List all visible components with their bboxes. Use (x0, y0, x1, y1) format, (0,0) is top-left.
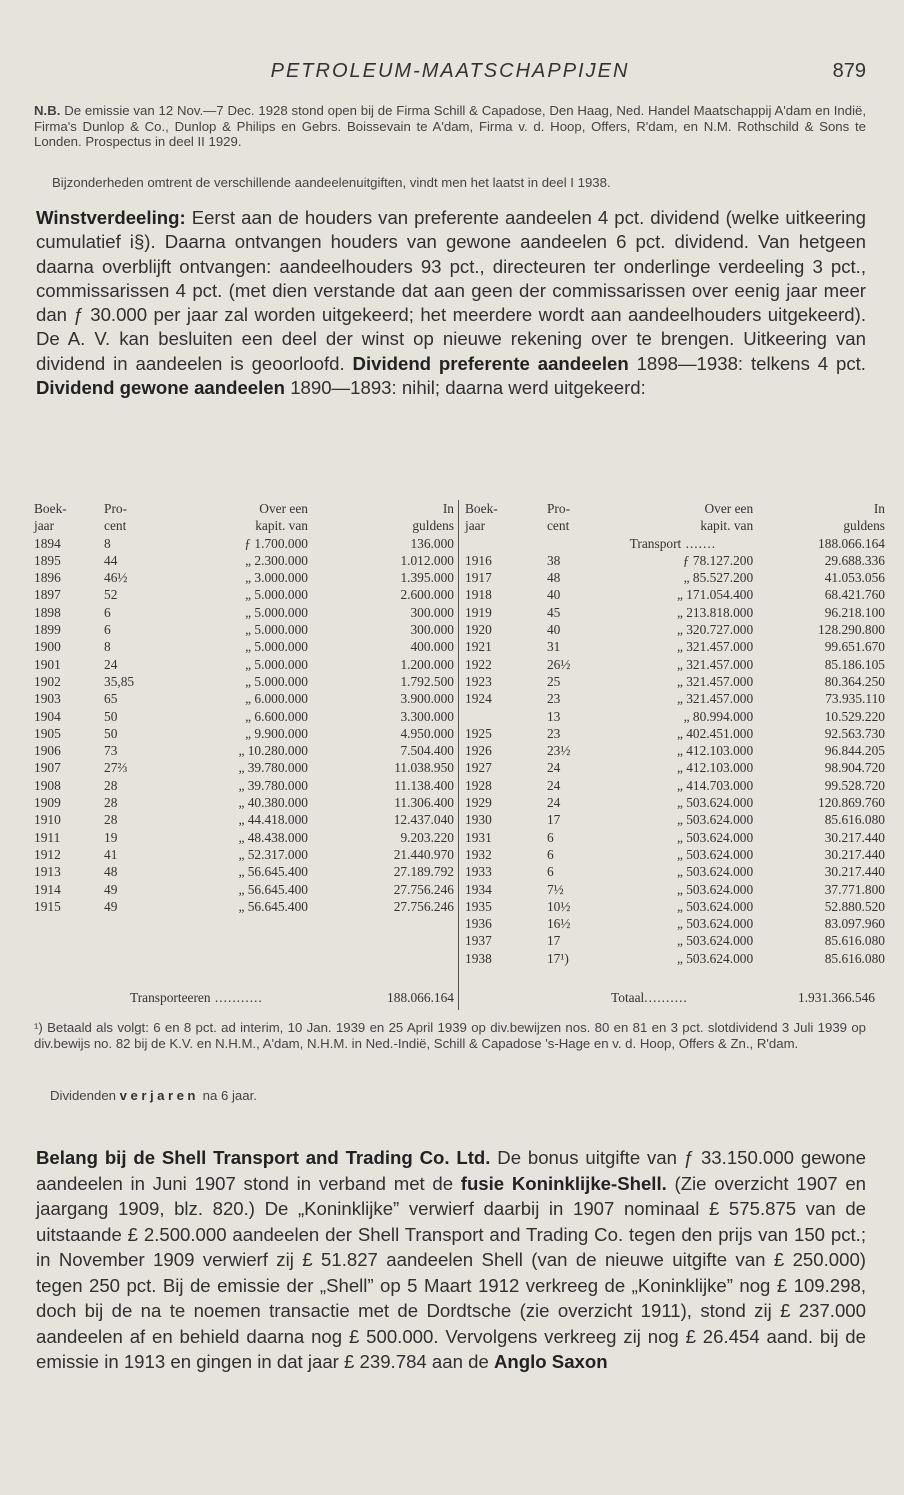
transporteeren-label: Transporteeren (130, 990, 211, 1005)
capital-cell: „ 39.780.000 (238, 760, 308, 776)
year-cell: 1905 (34, 725, 61, 741)
percent-cell: 52 (104, 587, 118, 603)
capital-cell: „ 503.624.000 (676, 950, 754, 966)
capital-cell: „ 56.645.400 (238, 898, 308, 914)
header-kapitaal-2: kapit. van (255, 518, 308, 534)
percent-cell: 16½ (546, 916, 571, 932)
capital-cell: „ 5.000.000 (245, 656, 308, 672)
percent-cell: 38 (546, 552, 561, 568)
percent-cell: 25 (546, 673, 561, 689)
guldens-cell: 3.300.000 (400, 708, 454, 724)
header-procent-2: cent (104, 518, 127, 534)
year-cell: 1895 (34, 552, 61, 568)
guldens-cell: 98.904.720 (824, 760, 885, 776)
table-row (34, 898, 454, 915)
table-row (465, 829, 885, 846)
capital-cell: „ 503.624.000 (676, 846, 754, 862)
year-cell: 1933 (465, 864, 492, 880)
totaal-value: 1.931.366.546 (798, 990, 875, 1005)
shell-text-2: (Zie overzicht 1907 en jaargang 1909, blz. 820.) De „Koninklijke” verwierf daarbij in 1907 nominaal £ 575.875 van de uitstaande £ 2.500.000 aandeelen der Shell Transport and Trading Co. tegen den prijs van 150 pct.; in November 1909 verwierf zij £ 51.827 aandeelen Shell (van de nieuwe uitgifte van £ 250.000) tegen 250 pct. Bij de emissie der „Shell” op 5 Maart 1912 verkreeg de „Koninklijke” nog £ 109.298, doch bij de na te noemen transactie met de Dordtsche (zie overzicht 1911), stond zij £ 237.000 aandeelen af en behield daarna nog £ 500.000. Vervolgens verkreeg zij nog £ 26.454 aand. bij de emissie in 1913 en gingen in dat jaar £ 239.784 aan de (36, 1172, 867, 1372)
dividend-table (34, 500, 885, 1010)
shell-section (36, 1145, 866, 1375)
year-cell: 1937 (465, 933, 492, 949)
totaal-label: Totaal (611, 990, 645, 1005)
capital-cell: „ 5.000.000 (245, 673, 308, 689)
column-divider (458, 500, 459, 1010)
percent-cell: 24 (104, 656, 118, 672)
year-cell: 1924 (465, 691, 492, 707)
header-kapitaal-r-2: kapit. van (700, 518, 754, 534)
percent-cell: 48 (546, 570, 561, 586)
guldens-cell: 96.844.205 (824, 743, 885, 759)
capital-cell: „ 2.300.000 (245, 552, 308, 568)
page-title: PETROLEUM-MAATSCHAPPIJEN (270, 60, 630, 82)
shell-text-1: De bonus uitgifte van ƒ 33.150.000 gewone aandeelen in Juni 1907 stond in verband met de (36, 1147, 866, 1194)
guldens-cell: 99.651.670 (824, 639, 885, 655)
capital-cell: „ 321.457.000 (676, 656, 754, 672)
capital-cell: „ 503.624.000 (676, 881, 754, 897)
guldens-cell: 9.203.220 (400, 829, 454, 845)
verjaren-post: na 6 jaar. (202, 1088, 257, 1103)
year-cell: 1897 (34, 587, 61, 603)
capital-cell: „ 402.451.000 (676, 725, 754, 741)
guldens-cell: 12.437.040 (393, 812, 454, 828)
year-cell: 1898 (34, 604, 61, 620)
year-cell: 1909 (34, 795, 61, 811)
percent-cell: 44 (104, 552, 118, 568)
capital-cell: „ 9.900.000 (245, 725, 308, 741)
capital-cell: „ 414.703.000 (676, 777, 754, 793)
table-row (465, 932, 885, 949)
percent-cell: 23½ (546, 743, 571, 759)
guldens-cell: 4.950.000 (400, 725, 454, 741)
year-cell: 1913 (34, 864, 61, 880)
guldens-cell: 21.440.970 (393, 846, 454, 862)
verjaren-note (50, 1088, 257, 1104)
table-row (465, 898, 885, 915)
guldens-cell: 136.000 (410, 535, 454, 551)
year-cell: 1918 (465, 587, 492, 603)
percent-cell: 23 (546, 725, 561, 741)
header-boekjaar: Boek- (34, 501, 67, 516)
capital-cell: „ 6.000.000 (245, 691, 308, 707)
page-number: 879 (832, 60, 866, 82)
header-guldens-r: In (873, 501, 885, 516)
capital-cell: „ 503.624.000 (676, 933, 754, 949)
capital-cell: „ 48.438.000 (238, 829, 308, 845)
year-cell: 1908 (34, 777, 61, 793)
year-cell: 1932 (465, 846, 492, 862)
table-row (465, 846, 885, 863)
winstverdeeling-text: Eerst aan de houders van preferente aandeelen 4 pct. dividend (welke uitkeering cumulatief i§). Daarna ontvangen houders van gewone aandeelen 6 pct. dividend. Van hetgeen daarna overblijft ontvangen: aandeelhouders 93 pct., directeuren ter onderlinge verdeeling 3 pct., commissarissen 4 pct. (met dien verstande dat aan geen der commissarissen over eenig jaar meer dan ƒ 30.000 per jaar zal worden uitgekeerd; het meerdere wordt aan aandeelhouders uitgekeerd). De A. V. kan besluiten een deel der winst op nieuwe rekening over te brengen. Uitkeering van dividend in aandeelen is geoorloofd. (36, 207, 866, 374)
table-row (465, 881, 885, 898)
percent-cell: 28 (104, 795, 118, 811)
guldens-cell: 1.200.000 (400, 656, 454, 672)
percent-cell: 24 (546, 795, 561, 811)
percent-cell: 65 (104, 691, 118, 707)
guldens-cell: 73.935.110 (825, 691, 885, 707)
guldens-cell: 37.771.800 (824, 881, 885, 897)
capital-cell: „ 80.994.000 (683, 708, 754, 724)
guldens-cell: 27.756.246 (393, 898, 454, 914)
table-row (34, 863, 454, 880)
table-row (465, 759, 885, 776)
table-row (465, 586, 885, 603)
table-row (34, 708, 454, 725)
year-cell: 1938 (465, 950, 492, 966)
guldens-cell: 11.306.400 (394, 795, 454, 811)
header-procent-r: Pro- (546, 501, 571, 516)
capital-cell: „ 5.000.000 (245, 587, 308, 603)
percent-cell: 6 (104, 604, 111, 620)
capital-cell: „ 40.380.000 (238, 795, 308, 811)
percent-cell: 8 (104, 639, 111, 655)
capital-cell: „ 412.103.000 (676, 760, 754, 776)
capital-cell: „ 321.457.000 (676, 673, 754, 689)
table-row (34, 673, 454, 690)
fusie-label: fusie Koninklijke-Shell. (460, 1172, 667, 1194)
table-row (34, 725, 454, 742)
transport-label: Transport ....... (629, 535, 717, 551)
percent-cell: 8 (104, 535, 111, 551)
capital-cell: „ 39.780.000 (238, 777, 308, 793)
guldens-cell: 52.880.520 (824, 898, 885, 914)
guldens-cell: 120.869.760 (818, 795, 885, 811)
table-row (34, 604, 454, 621)
table-row (34, 881, 454, 898)
guldens-cell: 27.189.792 (393, 864, 454, 880)
capital-cell: „ 6.600.000 (245, 708, 308, 724)
table-row (465, 690, 885, 707)
year-cell: 1919 (465, 604, 492, 620)
year-cell: 1920 (465, 622, 492, 638)
year-cell: 1921 (465, 639, 492, 655)
table-row (465, 604, 885, 621)
dotted-leader: ........... (210, 990, 263, 1005)
table-row (34, 690, 454, 707)
capital-cell: „ 85.527.200 (683, 570, 754, 586)
capital-cell: „ 44.418.000 (238, 812, 308, 828)
guldens-cell: 85.616.080 (824, 950, 885, 966)
table-row (465, 638, 885, 655)
shell-label: Belang bij de Shell Transport and Trading Co. Ltd. (36, 1147, 491, 1168)
guldens-cell: 85.616.080 (824, 812, 885, 828)
capital-cell: „ 56.645.400 (238, 881, 308, 897)
table-row (465, 656, 885, 673)
capital-cell: „ 56.645.400 (238, 864, 308, 880)
guldens-cell: 1.395.000 (400, 570, 454, 586)
table-row (465, 552, 885, 569)
guldens-cell: 30.217.440 (824, 864, 885, 880)
header-boekjaar-r: Boek- (465, 501, 498, 516)
table-row (34, 846, 454, 863)
table-row (465, 708, 885, 725)
percent-cell: 48 (104, 864, 118, 880)
year-cell: 1911 (34, 829, 61, 845)
capital-cell: ƒ 78.127.200 (682, 552, 754, 568)
nb-text: De emissie van 12 Nov.—7 Dec. 1928 stond open bij de Firma Schill & Capadose, Den Haag, Ned. Handel Maatschappij A'dam en Indië, Firma's Dunlop & Co., Dunlop & Philips en Gebrs. Boissevain te A'dam, Firma v. d. Hoop, Offers, R'dam, en N.M. Rothschild & Sons te Londen. Prospectus in deel II 1929. (34, 103, 866, 149)
guldens-cell: 11.038.950 (394, 760, 454, 776)
transporteeren-row (130, 990, 454, 1006)
percent-cell: 45 (546, 604, 561, 620)
guldens-cell: 80.364.250 (824, 673, 885, 689)
guldens-cell: 30.217.440 (824, 846, 885, 862)
percent-cell: 40 (546, 587, 561, 603)
dividend-table-right (465, 500, 885, 1005)
percent-cell: 17¹) (546, 950, 569, 966)
table-row (465, 794, 885, 811)
guldens-cell: 300.000 (410, 604, 454, 620)
year-cell: 1922 (465, 656, 492, 672)
percent-cell: 6 (104, 622, 111, 638)
percent-cell: 35,85 (104, 673, 135, 689)
year-cell: 1900 (34, 639, 61, 655)
guldens-cell: 1.792.500 (400, 673, 454, 689)
year-cell: 1914 (34, 881, 61, 897)
year-cell: 1927 (465, 760, 492, 776)
percent-cell: 24 (546, 777, 561, 793)
guldens-cell: 27.756.246 (393, 881, 454, 897)
transport-value: 188.066.164 (818, 535, 885, 551)
table-row (465, 725, 885, 742)
percent-cell: 31 (546, 639, 561, 655)
dotted-leader-2: .......... (644, 990, 688, 1005)
percent-cell: 13 (546, 708, 561, 724)
table-row (465, 621, 885, 638)
table-row (34, 552, 454, 569)
percent-cell: 26½ (546, 656, 571, 672)
guldens-cell: 29.688.336 (824, 552, 885, 568)
guldens-cell: 85.616.080 (824, 933, 885, 949)
percent-cell: 19 (104, 829, 118, 845)
header-guldens-2: guldens (412, 518, 454, 534)
capital-cell: „ 320.727.000 (676, 622, 754, 638)
guldens-cell: 2.600.000 (400, 587, 454, 603)
table-row (34, 759, 454, 776)
percent-cell: 23 (546, 691, 561, 707)
footnote (34, 1020, 866, 1051)
guldens-cell: 99.528.720 (824, 777, 885, 793)
header-boekjaar-r-2: jaar (465, 518, 486, 534)
guldens-cell: 83.097.960 (824, 916, 885, 932)
dividend-table-left (34, 500, 454, 1005)
percent-cell: 27⅔ (104, 760, 128, 776)
capital-cell: „ 412.103.000 (676, 743, 754, 759)
dividend-pref-text: 1898—1938: telkens 4 pct. (636, 352, 866, 374)
year-cell: 1906 (34, 743, 61, 759)
guldens-cell: 85.186.105 (824, 656, 885, 672)
percent-cell: 28 (104, 812, 118, 828)
table-row (34, 535, 454, 552)
guldens-cell: 10.529.220 (824, 708, 885, 724)
running-head (34, 60, 866, 90)
year-cell: 1929 (465, 795, 492, 811)
capital-cell: „ 213.818.000 (676, 604, 754, 620)
table-row (465, 915, 885, 932)
capital-cell: „ 52.317.000 (238, 846, 308, 862)
table-row (34, 811, 454, 828)
guldens-cell: 300.000 (410, 622, 454, 638)
header-boekjaar-2: jaar (34, 518, 55, 534)
capital-cell: „ 5.000.000 (245, 639, 308, 655)
capital-cell: „ 5.000.000 (245, 622, 308, 638)
year-cell: 1926 (465, 743, 492, 759)
percent-cell: 17 (546, 933, 561, 949)
capital-cell: „ 503.624.000 (676, 864, 754, 880)
table-row (34, 742, 454, 759)
transporteeren-value: 188.066.164 (387, 990, 454, 1005)
guldens-cell: 96.218.100 (824, 604, 885, 620)
table-row (465, 569, 885, 586)
table-row (465, 863, 885, 880)
footnote-text: ¹) Betaald als volgt: 6 en 8 pct. ad interim, 10 Jan. 1939 en 25 April 1939 op div.bewijzen nos. 80 en 81 en 3 pct. slotdividend 3 Juli 1939 op div.bewijs no. 82 bij de K.V. en N.H.M., A'dam, N.H.M. in Ned.-Indië, Schill & Capadose 's-Hage en v. d. Hoop, Offers & Zn., R'dam. (34, 1020, 866, 1051)
guldens-cell: 128.290.800 (818, 622, 885, 638)
percent-cell: 7½ (546, 881, 564, 897)
capital-cell: „ 5.000.000 (245, 604, 308, 620)
capital-cell: „ 503.624.000 (676, 916, 754, 932)
percent-cell: 41 (104, 846, 118, 862)
guldens-cell: 41.053.056 (824, 570, 885, 586)
year-cell: 1936 (465, 916, 492, 932)
year-cell: 1912 (34, 846, 61, 862)
table-row (465, 673, 885, 690)
bijzonderheden-note: Bijzonderheden omtrent de verschillende aandeelenuitgiften, vindt men het laatst in deel I 1938. (52, 175, 611, 190)
percent-cell: 50 (104, 708, 118, 724)
year-cell: 1899 (34, 622, 61, 638)
year-cell: 1917 (465, 570, 492, 586)
dividend-gewone-text: 1890—1893: nihil; daarna werd uitgekeerd: (290, 377, 646, 399)
percent-cell: 10½ (546, 898, 571, 914)
percent-cell: 49 (104, 898, 118, 914)
year-cell: 1935 (465, 898, 492, 914)
year-cell: 1931 (465, 829, 492, 845)
capital-cell: „ 503.624.000 (676, 829, 754, 845)
header-kapitaal: Over een (259, 501, 308, 516)
year-cell: 1904 (34, 708, 61, 724)
header-guldens-r-2: guldens (843, 518, 885, 534)
capital-cell: „ 3.000.000 (245, 570, 308, 586)
percent-cell: 6 (546, 864, 554, 880)
guldens-cell: 1.012.000 (400, 552, 454, 568)
header-guldens: In (442, 501, 454, 516)
dividend-pref-label: Dividend preferente aandeelen (352, 352, 629, 374)
guldens-cell: 11.138.400 (394, 777, 454, 793)
guldens-cell: 30.217.440 (824, 829, 885, 845)
guldens-cell: 68.421.760 (824, 587, 885, 603)
percent-cell: 49 (104, 881, 118, 897)
year-cell: 1930 (465, 812, 492, 828)
winstverdeeling-label: Winstverdeeling: (36, 207, 186, 228)
table-row (34, 777, 454, 794)
year-cell: 1903 (34, 691, 61, 707)
dividend-gewone-label: Dividend gewone aandeelen (36, 377, 286, 399)
capital-cell: „ 321.457.000 (676, 639, 754, 655)
percent-cell: 6 (546, 829, 554, 845)
table-row (34, 638, 454, 655)
table-row (465, 777, 885, 794)
year-cell: 1902 (34, 673, 61, 689)
percent-cell: 17 (546, 812, 561, 828)
percent-cell: 50 (104, 725, 118, 741)
capital-cell: „ 503.624.000 (676, 898, 754, 914)
capital-cell: „ 503.624.000 (676, 812, 754, 828)
nb-note (34, 103, 866, 150)
table-row (34, 569, 454, 586)
percent-cell: 73 (104, 743, 118, 759)
table-row (465, 950, 885, 967)
capital-cell: ƒ 1.700.000 (244, 535, 308, 551)
nb-label: N.B. (34, 103, 61, 118)
percent-cell: 46½ (104, 570, 128, 586)
verjaren-pre: Dividenden (50, 1088, 116, 1103)
year-cell: 1928 (465, 777, 492, 793)
percent-cell: 40 (546, 622, 561, 638)
header-kapitaal-r: Over een (704, 501, 754, 516)
year-cell: 1915 (34, 898, 61, 914)
header-procent: Pro- (104, 501, 128, 516)
anglo-saxon-label: Anglo Saxon (493, 1351, 608, 1372)
capital-cell: „ 10.280.000 (238, 743, 308, 759)
capital-cell: „ 171.054.400 (676, 587, 754, 603)
header-procent-r-2: cent (546, 518, 570, 534)
percent-cell: 28 (104, 777, 118, 793)
year-cell: 1901 (34, 656, 61, 672)
percent-cell: 24 (546, 760, 561, 776)
percent-cell: 6 (546, 846, 554, 862)
totaal-row (611, 990, 875, 1006)
guldens-cell: 3.900.000 (400, 691, 454, 707)
table-row (34, 794, 454, 811)
year-cell: 1894 (34, 535, 61, 551)
year-cell: 1896 (34, 570, 61, 586)
year-cell: 1916 (465, 552, 492, 568)
year-cell (465, 708, 525, 725)
verjaren-spaced: verjaren (119, 1088, 199, 1103)
table-row (465, 811, 885, 828)
year-cell: 1925 (465, 725, 492, 741)
table-row (465, 742, 885, 759)
year-cell: 1910 (34, 812, 61, 828)
year-cell: 1907 (34, 760, 61, 776)
table-row (34, 656, 454, 673)
winstverdeeling-section (36, 206, 866, 400)
guldens-cell: 400.000 (410, 639, 454, 655)
table-row (34, 621, 454, 638)
capital-cell: „ 321.457.000 (676, 691, 754, 707)
guldens-cell: 7.504.400 (400, 743, 454, 759)
capital-cell: „ 503.624.000 (676, 795, 754, 811)
guldens-cell: 92.563.730 (824, 725, 885, 741)
year-cell: 1934 (465, 881, 492, 897)
table-row (34, 829, 454, 846)
table-row (34, 586, 454, 603)
year-cell: 1923 (465, 673, 492, 689)
